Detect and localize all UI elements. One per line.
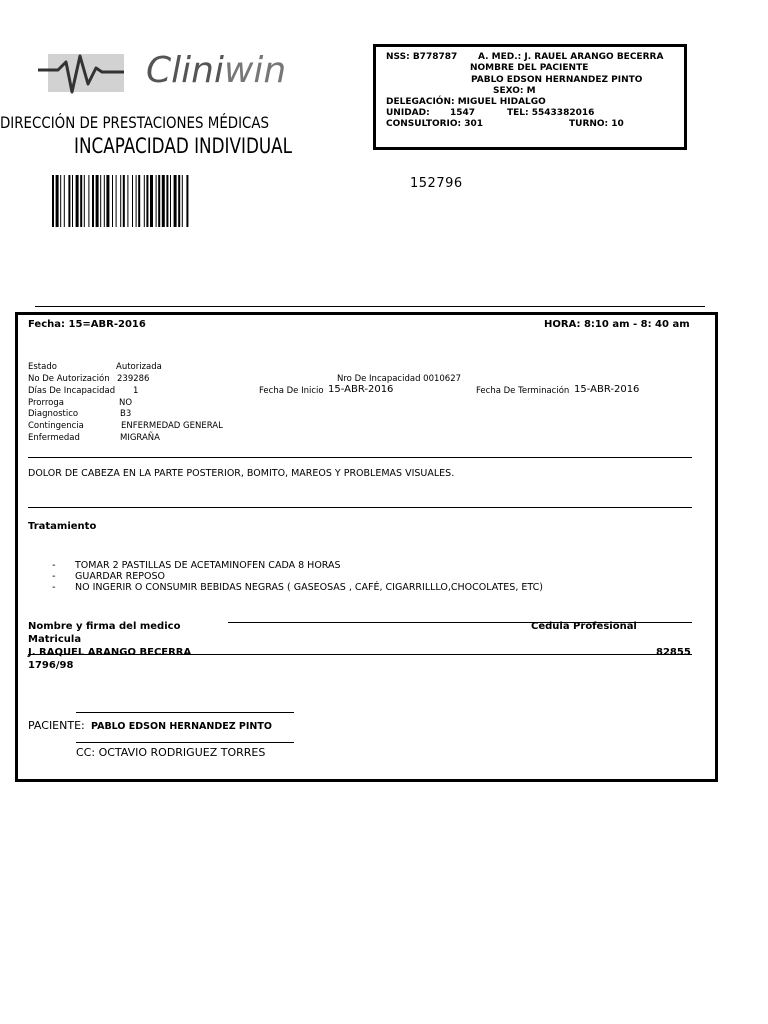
divider-line xyxy=(28,507,692,508)
patient-name-label: NOMBRE DEL PACIENTE xyxy=(470,63,589,73)
turno: TURNO: 10 xyxy=(569,119,624,129)
enfermedad-label: Enfermedad xyxy=(28,433,80,443)
fecha-inicio-value: 15-ABR-2016 xyxy=(328,384,394,395)
attending-doctor: A. MED.: J. RAUEL ARANGO BECERRA xyxy=(478,52,664,62)
delegacion: DELEGACIÓN: MIGUEL HIDALGO xyxy=(386,97,546,107)
fecha-terminacion-label: Fecha De Terminación xyxy=(476,386,570,396)
diagnostico-value: B3 xyxy=(120,409,132,419)
sintomas-text: DOLOR DE CABEZA EN LA PARTE POSTERIOR, BOMITO, MAREOS Y PROBLEMAS VISUALES. xyxy=(28,468,455,479)
record-date: Fecha: 15=ABR-2016 xyxy=(28,319,146,330)
fecha-inicio-label: Fecha De Inicio xyxy=(259,386,324,396)
medico-name: J. RAQUEL ARANGO BECERRA xyxy=(28,647,192,658)
estado-label: Estado xyxy=(28,362,57,372)
logo-brand xyxy=(146,50,286,91)
divider-line xyxy=(28,457,692,458)
tratamiento-label: Tratamiento xyxy=(28,521,97,532)
paciente-name: PABLO EDSON HERNANDEZ PINTO xyxy=(91,721,272,732)
matricula-label: Matricula xyxy=(28,634,82,645)
unidad-label: UNIDAD: xyxy=(386,108,430,118)
barcode-image xyxy=(52,175,326,227)
prorroga-label: Prorroga xyxy=(28,398,64,408)
nro-incapacidad: Nro De Incapacidad 0010627 xyxy=(337,374,462,384)
incapacity-record-box xyxy=(15,312,718,782)
bullet-marker: - xyxy=(52,571,56,582)
dias-label: Días De Incapacidad xyxy=(28,386,116,396)
logo-brand-prefix: Clini xyxy=(146,50,224,91)
record-time: HORA: 8:10 am - 8: 40 am xyxy=(544,319,690,330)
cedula-value: 82855 xyxy=(656,647,691,658)
signature-line xyxy=(76,742,294,743)
cedula-label: Cedula Profesional xyxy=(531,621,637,632)
diagnostico-label: Diagnostico xyxy=(28,409,79,419)
prorroga-value: NO xyxy=(119,398,133,408)
tratamiento-item: GUARDAR REPOSO xyxy=(75,571,165,582)
fecha-terminacion-value: 15-ABR-2016 xyxy=(574,384,640,395)
consultorio: CONSULTORIO: 301 xyxy=(386,119,484,129)
dias-value: 1 xyxy=(133,386,139,396)
autorizacion-label: No De Autorización xyxy=(28,374,110,384)
matricula-value: 1796/98 xyxy=(28,660,74,671)
firma-label: Nombre y firma del medico xyxy=(28,621,181,632)
bullet-marker: - xyxy=(52,560,56,571)
patient-name: PABLO EDSON HERNANDEZ PINTO xyxy=(471,75,643,85)
cc-text: CC: OCTAVIO RODRIGUEZ TORRES xyxy=(76,746,266,759)
direccion-title: DIRECCIÓN DE PRESTACIONES MÉDICAS xyxy=(0,113,270,132)
patient-sex: SEXO: M xyxy=(493,86,536,96)
folio-number: 152796 xyxy=(410,176,463,191)
enfermedad-value: MIGRAÑA xyxy=(120,433,160,443)
separator-line xyxy=(35,306,705,307)
nss: NSS: B778787 xyxy=(386,52,458,62)
contingencia-value: ENFERMEDAD GENERAL xyxy=(121,421,223,431)
contingencia-label: Contingencia xyxy=(28,421,84,431)
patient-info-box xyxy=(373,44,687,150)
estado-value: Autorizada xyxy=(116,362,162,372)
logo-brand-suffix: win xyxy=(223,50,287,91)
bullet-marker: - xyxy=(52,582,56,593)
paciente-label: PACIENTE: xyxy=(28,719,85,732)
signature-line xyxy=(76,712,294,713)
tratamiento-item: TOMAR 2 PASTILLAS DE ACETAMINOFEN CADA 8 HORAS xyxy=(75,560,341,571)
telefono: TEL: 5543382016 xyxy=(507,108,595,118)
tratamiento-item: NO INGERIR O CONSUMIR BEBIDAS NEGRAS ( GASEOSAS , CAFÉ, CIGARRILLLO,CHOCOLATES, ETC) xyxy=(75,582,543,593)
autorizacion-value: 239286 xyxy=(117,374,150,384)
document-type-title: INCAPACIDAD INDIVIDUAL xyxy=(74,134,293,158)
unidad-value: 1547 xyxy=(450,108,476,118)
